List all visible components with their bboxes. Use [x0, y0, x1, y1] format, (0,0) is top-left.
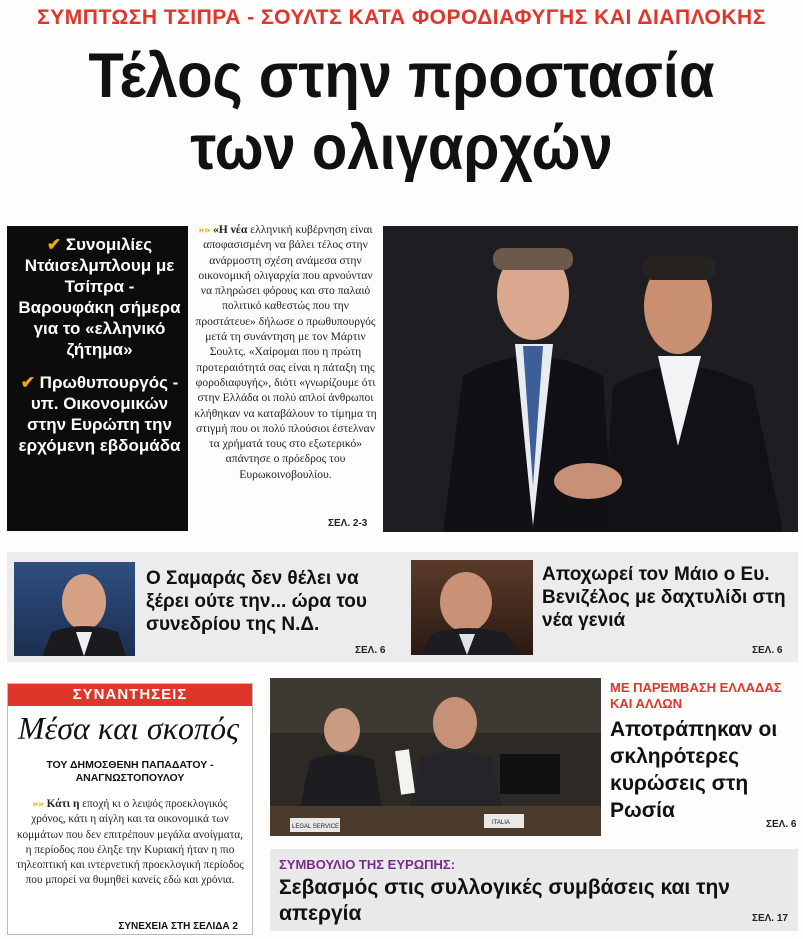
- venizelos-headline[interactable]: Αποχωρεί τον Μάιο ο Ευ. Βενιζέλος με δαχτυλίδι στη νέα γενιά: [542, 564, 786, 631]
- samaras-headline[interactable]: Ο Σαμαράς δεν θέλει να ξέρει ούτε την... ώρα του συνεδρίου της Ν.Δ.: [146, 568, 367, 635]
- main-story-text[interactable]: [193, 222, 378, 482]
- headline-line-1: Τέλος στην προστασία: [88, 41, 715, 111]
- portrait-illustration: [411, 560, 533, 655]
- meeting-photo: [270, 678, 601, 836]
- venizelos-photo: [411, 560, 533, 655]
- main-photo: [383, 226, 798, 532]
- meeting-illustration: [270, 678, 601, 836]
- top-kicker: ΣΥΜΠΤΩΣΗ ΤΣΙΠΡΑ - ΣΟΥΛΤΣ ΚΑΤΑ ΦΟΡΟΔΙΑΦΥΓΗΣ ΚΑΙ ΔΙΑΠΛΟΚΗΣ: [37, 6, 766, 29]
- photo-illustration: [383, 226, 798, 532]
- arrows-icon: »»: [32, 798, 44, 810]
- column-author: ΤΟΥ ΔΗΜΟΣΘΕΝΗ ΠΑΠΑΔΑΤΟΥ - ΑΝΑΓΝΩΣΤΟΠΟΥΛΟΥ: [46, 759, 214, 784]
- column-lead: Κάτι η: [46, 798, 80, 810]
- sidebar-box: [7, 226, 188, 531]
- column-tab: ΣΥΝΑΝΤΗΣΕΙΣ: [8, 684, 252, 706]
- column-box: [7, 683, 253, 935]
- sidebar-bullet[interactable]: [17, 372, 182, 456]
- column-title[interactable]: Μέσα και σκοπός: [18, 710, 240, 746]
- portrait-illustration: [14, 562, 135, 656]
- nameplate-legal: LEGAL SERVICE: [292, 824, 340, 830]
- main-story-body: ελληνική κυβέρνηση είναι αποφασισμένη να βάλει τέλος στην ανάρμοστη σχέση ανάμεσα στην οικονομική ολιγαρχία που αρνούνταν να πληρώσει φόρους και στο παλαιό πολιτικό καθεστώς που την προστάτευε» δήλωσε ο πρωθυπουργός μετά τη συνάντηση με τον Μάρτιν Σουλτς. «Χαίρομαι που η πρώτη προτεραιότητά σας είναι η πάταξη της φοροδιαφυγής», διότι «γνωρίζουμε ότι στην Ελλάδα οι πολύ απλοί άνθρωποι κλήθηκαν να καταβάλουν το τίμημα τη στιγμή που οι πολύ πλούσιοι έστελναν τα χρήματά τους στο εξωτερικό» απάντησε ο πρόεδρος του Ευρωκοινοβουλίου.: [194, 223, 377, 481]
- arrows-icon: »»: [198, 223, 211, 236]
- samaras-page-ref[interactable]: ΣΕΛ. 6: [355, 645, 386, 656]
- council-headline[interactable]: Σεβασμός στις συλλογικές συμβάσεις και την απεργία: [279, 876, 730, 925]
- sidebar-bullet[interactable]: [17, 234, 182, 360]
- council-box: [270, 849, 798, 931]
- check-icon: ✔: [46, 235, 62, 254]
- venizelos-page-ref[interactable]: ΣΕΛ. 6: [752, 645, 783, 656]
- russia-page-ref[interactable]: ΣΕΛ. 6: [766, 819, 797, 830]
- headline-line-2: των ολιγαρχών: [190, 113, 613, 183]
- main-headline[interactable]: [32, 40, 771, 184]
- check-icon: ✔: [20, 373, 35, 392]
- russia-kicker: ΜΕ ΠΑΡΕΜΒΑΣΗ ΕΛΛΑΔΑΣ ΚΑΙ ΑΛΛΩΝ: [610, 680, 782, 711]
- council-page-ref[interactable]: ΣΕΛ. 17: [751, 913, 788, 924]
- column-text: εποχή κι ο λειψός προεκλογικός χρόνος, κάτι η αίγλη και τα οικονομικά των κομμάτων που δεν επιτρέπουν μεγάλα ανοίγματα, η περίοδος που έληξε την Κυριακή ήταν η πιο τηλεοπτική και ιντερνετική προεκλογική περίοδος που μπορεί να θυμηθεί κανείς εδώ και χρόνια.: [16, 798, 244, 887]
- samaras-photo: [14, 562, 135, 656]
- sidebar-bullet-text: Συνομιλίες Ντάισελμπλουμ με Τσίπρα - Βαρουφάκη σήμερα για το «ελληνικό ζήτημα»: [18, 235, 181, 359]
- russia-headline[interactable]: Αποτράπηκαν οι σκληρότερες κυρώσεις στη Ρωσία: [610, 718, 778, 822]
- sidebar-bullet-text: Πρωθυπουργός - υπ. Οικονομικών στην Ευρώπη την ερχόμενη εβδομάδα: [18, 373, 181, 455]
- council-label: ΣΥΜΒΟΥΛΙΟ ΤΗΣ ΕΥΡΩΠΗΣ:: [279, 857, 456, 872]
- main-story-page-ref[interactable]: ΣΕΛ. 2-3: [328, 518, 368, 529]
- main-story-lead: «Η νέα: [212, 223, 248, 236]
- nameplate-italia: ITALIA: [492, 820, 510, 826]
- column-body: [8, 785, 252, 889]
- column-continued[interactable]: ΣΥΝΕΧΕΙΑ ΣΤΗ ΣΕΛΙΔΑ 2: [118, 921, 238, 932]
